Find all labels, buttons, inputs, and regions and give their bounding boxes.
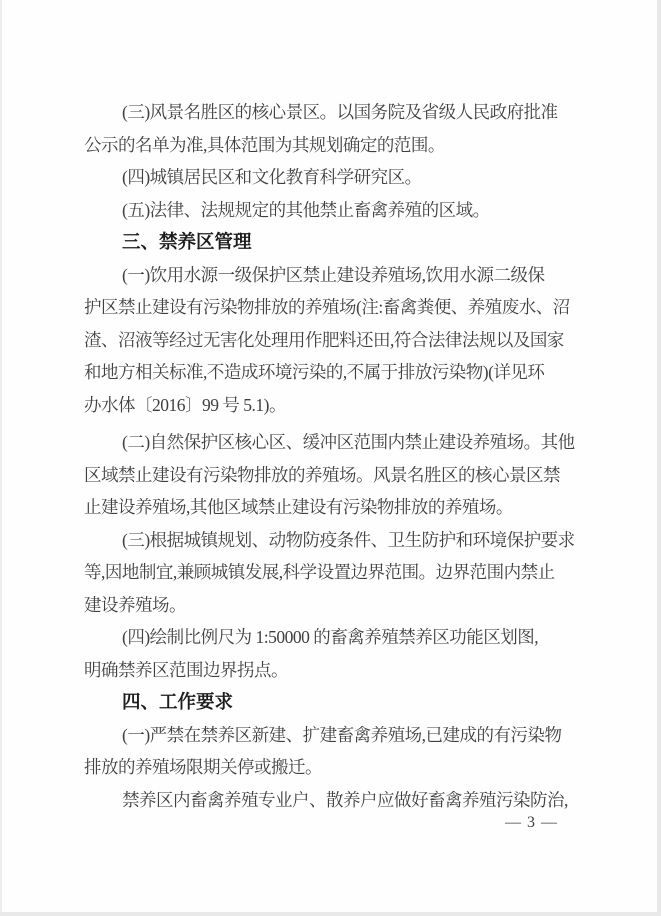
paragraph xyxy=(84,96,578,161)
document-body xyxy=(84,96,578,816)
doc-line: (三)根据城镇规划、动物防疫条件、卫生防护和环境保护要求 xyxy=(122,529,575,550)
paragraph xyxy=(84,719,578,784)
paragraph xyxy=(84,194,578,227)
section-heading-text: 三、禁养区管理 xyxy=(122,231,252,252)
doc-line: 等,因地制宜,兼顾城镇发展,科学设置边界范围。边界范围内禁止 xyxy=(84,562,555,582)
section-heading-text: 四、工作要求 xyxy=(122,691,234,712)
doc-line: 办水体〔2016〕99 号 5.1)。 xyxy=(84,394,286,415)
doc-line: 和地方相关标准,不造成环境污染的,不属于排放污染物)(详见环 xyxy=(84,362,545,382)
doc-line: 止建设养殖场,其他区域禁止建设有污染物排放的养殖场。 xyxy=(84,497,513,517)
doc-line: 护区禁止建设有污染物排放的养殖场(注:畜禽粪便、养殖废水、沼 xyxy=(84,297,570,317)
doc-line: (四)城镇居民区和文化教育科学研究区。 xyxy=(122,167,422,187)
doc-line: (二)自然保护区核心区、缓冲区范围内禁止建设养殖场。其他 xyxy=(122,432,575,452)
doc-line: (三)风景名胜区的核心景区。以国务院及省级人民政府批准 xyxy=(122,102,558,122)
page-bottom-edge xyxy=(0,912,661,916)
section-heading-3 xyxy=(84,226,578,259)
doc-line: (五)法律、法规规定的其他禁止畜禽养殖的区域。 xyxy=(122,199,490,220)
doc-line: (四)绘制比例尺为 1:50000 的畜禽养殖禁养区功能区划图, xyxy=(122,627,539,647)
doc-line: 建设养殖场。 xyxy=(84,594,186,615)
paragraph xyxy=(84,259,578,422)
page-right-edge xyxy=(657,0,661,916)
paragraph xyxy=(84,426,578,524)
paragraph xyxy=(84,784,578,817)
doc-line: (一)饮用水源一级保护区禁止建设养殖场,饮用水源二级保 xyxy=(122,264,545,285)
paragraph xyxy=(84,161,578,194)
paragraph xyxy=(84,524,578,622)
doc-line: 区域禁止建设有污染物排放的养殖场。风景名胜区的核心景区禁 xyxy=(84,464,560,485)
doc-line: 排放的养殖场限期关停或搬迁。 xyxy=(84,757,322,777)
doc-line: 公示的名单为准,具体范围为其规划确定的范围。 xyxy=(84,134,445,155)
page-number: — 3 — xyxy=(505,814,558,831)
section-heading-4 xyxy=(84,686,578,719)
paragraph xyxy=(84,621,578,686)
page-left-edge xyxy=(0,0,2,916)
doc-line: 渣、沼液等经过无害化处理用作肥料还田,符合法律法规以及国家 xyxy=(84,329,564,350)
doc-line: 明确禁养区范围边界拐点。 xyxy=(84,659,288,680)
doc-line: (一)严禁在禁养区新建、扩建畜禽养殖场,已建成的有污染物 xyxy=(122,724,562,745)
doc-line: 禁养区内畜禽养殖专业户、散养户应做好畜禽养殖污染防治, xyxy=(122,789,568,810)
